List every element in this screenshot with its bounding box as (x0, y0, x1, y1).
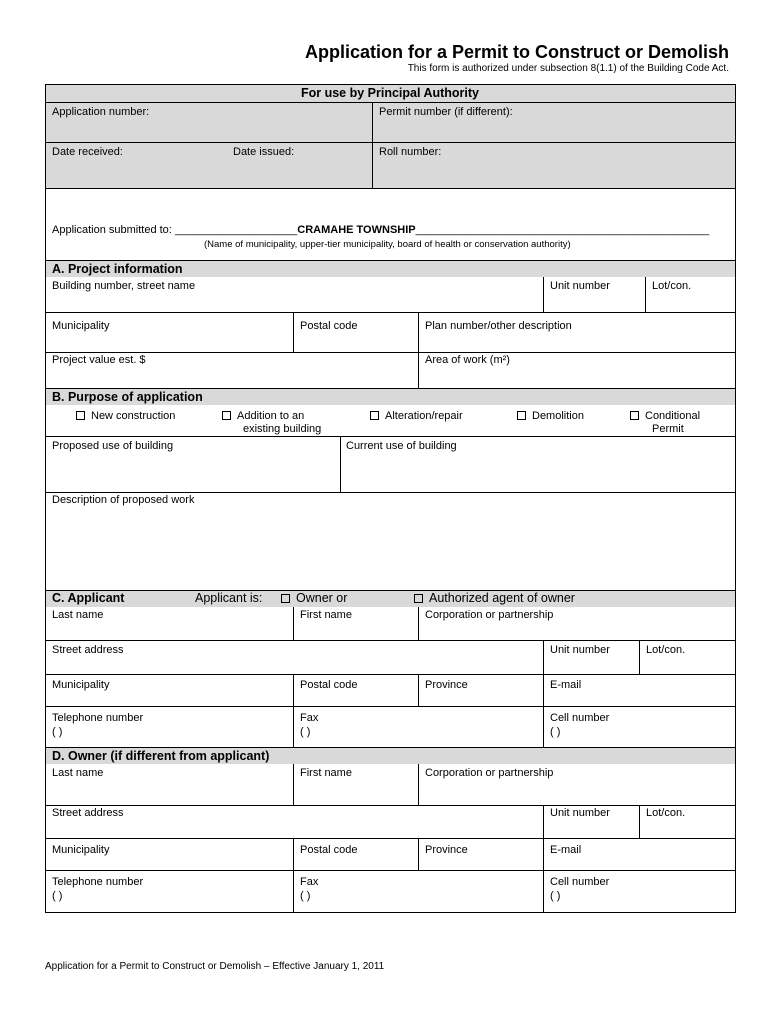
rule-authority-divider (372, 102, 373, 188)
applicant-telephone-label: Telephone number (52, 712, 144, 724)
rule-c-postal (293, 674, 294, 747)
new-construction-option[interactable] (76, 410, 175, 423)
applicant-telephone-paren: ( ) (52, 726, 63, 738)
applicant-street-label: Street address (52, 644, 124, 656)
current-use-label: Current use of building (346, 440, 457, 452)
owner-option-label: Owner or (296, 591, 348, 605)
municipality-name: CRAMAHE TOWNSHIP (297, 224, 416, 236)
rule-authority-mid (45, 142, 736, 143)
date-issued-label: Date issued: (233, 146, 295, 158)
owner-municipality-label: Municipality (52, 844, 110, 856)
owner-fax-label: Fax (300, 876, 319, 888)
roll-number-label: Roll number: (379, 146, 442, 158)
section-c-bar (45, 591, 735, 607)
addition-label-line-2: existing building (243, 423, 322, 435)
rule-d-province (418, 838, 419, 870)
rule-d-3 (45, 870, 736, 871)
project-value-label: Project value est. $ (52, 354, 146, 366)
applicant-owner-option[interactable] (281, 592, 347, 605)
applicant-corporation-label: Corporation or partnership (425, 609, 554, 621)
project-municipality-label: Municipality (52, 320, 110, 332)
rule-c-2 (45, 674, 736, 675)
submitted-to-line (52, 224, 709, 237)
owner-checkbox[interactable] (281, 594, 290, 603)
applicant-fax-paren: ( ) (300, 726, 311, 738)
rule-d-first (293, 764, 294, 805)
application-number-label: Application number: (52, 106, 150, 118)
owner-lot-label: Lot/con. (646, 807, 686, 819)
proposed-use-label: Proposed use of building (52, 440, 174, 452)
applicant-cell-label: Cell number (550, 712, 610, 724)
section-c-heading: C. Applicant (52, 591, 125, 605)
rule-a-3 (45, 388, 736, 389)
addition-checkbox[interactable] (222, 411, 231, 420)
rule-authority-heading (45, 102, 736, 103)
description-label: Description of proposed work (52, 494, 195, 506)
rule-a-1 (45, 312, 736, 313)
project-postal-label: Postal code (300, 320, 358, 332)
applicant-agent-option[interactable] (414, 592, 575, 605)
owner-street-label: Street address (52, 807, 124, 819)
rule-c-lot (639, 640, 640, 674)
rule-b-2 (45, 492, 736, 493)
owner-telephone-paren: ( ) (52, 890, 63, 902)
demolition-label: Demolition (532, 410, 584, 422)
alteration-option[interactable] (370, 410, 463, 423)
owner-first-name-label: First name (300, 767, 352, 779)
plan-number-label: Plan number/other description (425, 320, 572, 332)
owner-fax-paren: ( ) (300, 890, 311, 902)
rule-d-unit (543, 805, 544, 838)
date-received-label: Date received: (52, 146, 123, 158)
applicant-fax-label: Fax (300, 712, 319, 724)
applicant-email-label: E-mail (550, 679, 582, 691)
rule-c-first (293, 607, 294, 640)
rule-a-lot (645, 277, 646, 312)
rule-c-province (418, 674, 419, 706)
owner-province-label: Province (425, 844, 468, 856)
rule-d-lot (639, 805, 640, 838)
owner-last-name-label: Last name (52, 767, 104, 779)
area-of-work-label: Area of work (m²) (425, 354, 510, 366)
owner-unit-label: Unit number (550, 807, 610, 819)
rule-c-email (543, 674, 544, 747)
rule-b-3 (45, 590, 736, 591)
rule-a-postal (293, 312, 294, 352)
rule-d-2 (45, 838, 736, 839)
rule-c-1 (45, 640, 736, 641)
rule-a-unit (543, 277, 544, 312)
addition-label: Addition to an (237, 410, 305, 422)
form-subtitle: This form is authorized under subsection 8(1.1) of the Building Code Act. (407, 63, 729, 74)
permit-number-label: Permit number (if different): (379, 106, 513, 118)
rule-b-use (340, 436, 341, 492)
applicant-cell-paren: ( ) (550, 726, 561, 738)
alteration-checkbox[interactable] (370, 411, 379, 420)
applicant-postal-label: Postal code (300, 679, 358, 691)
addition-option[interactable] (222, 410, 304, 423)
rule-a-top (45, 260, 736, 261)
owner-email-label: E-mail (550, 844, 582, 856)
submitted-to-note: (Name of municipality, upper-tier municipality, board of health or conservation authority) (204, 239, 571, 250)
applicant-first-name-label: First name (300, 609, 352, 621)
section-b-heading: B. Purpose of application (52, 390, 203, 404)
owner-corporation-label: Corporation or partnership (425, 767, 554, 779)
applicant-is-label: Applicant is: (195, 591, 263, 605)
authority-heading: For use by Principal Authority (300, 86, 480, 100)
alteration-label: Alteration/repair (385, 410, 463, 422)
conditional-label: Conditional (645, 410, 701, 422)
rule-authority-bottom (45, 188, 736, 189)
rule-a-plan (418, 312, 419, 388)
applicant-province-label: Province (425, 679, 468, 691)
applicant-lot-label: Lot/con. (646, 644, 686, 656)
demolition-checkbox[interactable] (517, 411, 526, 420)
applicant-last-name-label: Last name (52, 609, 104, 621)
rule-c-unit (543, 640, 544, 674)
section-a-heading: A. Project information (52, 262, 183, 276)
rule-d-1 (45, 805, 736, 806)
applicant-unit-label: Unit number (550, 644, 610, 656)
owner-postal-label: Postal code (300, 844, 358, 856)
conditional-label-line-2: Permit (652, 423, 684, 435)
conditional-permit-option[interactable] (630, 410, 700, 423)
rule-b-1 (45, 436, 736, 437)
rule-d-postal (293, 838, 294, 912)
rule-a-2 (45, 352, 736, 353)
rule-d-corp (418, 764, 419, 805)
rule-d-email (543, 838, 544, 912)
footer-text: Application for a Permit to Construct or Demolish – Effective January 1, 2011 (45, 961, 385, 972)
submitted-to-label: Application submitted to: ____________________ (52, 224, 298, 236)
frame-top (45, 84, 736, 85)
section-d-heading: D. Owner (if different from applicant) (52, 749, 270, 763)
applicant-municipality-label: Municipality (52, 679, 110, 691)
owner-cell-paren: ( ) (550, 890, 561, 902)
new-construction-checkbox[interactable] (76, 411, 85, 420)
demolition-option[interactable] (517, 410, 584, 423)
rule-c-3 (45, 706, 736, 707)
conditional-permit-checkbox[interactable] (630, 411, 639, 420)
frame-right (735, 84, 736, 913)
frame-left (45, 84, 46, 913)
agent-checkbox[interactable] (414, 594, 423, 603)
project-unit-label: Unit number (550, 280, 610, 292)
project-lot-label: Lot/con. (652, 280, 692, 292)
rule-c-4 (45, 747, 736, 748)
owner-telephone-label: Telephone number (52, 876, 144, 888)
form-title: Application for a Permit to Construct or Demolish (304, 42, 729, 62)
owner-cell-label: Cell number (550, 876, 610, 888)
building-street-label: Building number, street name (52, 280, 196, 292)
rule-c-corp (418, 607, 419, 640)
agent-option-label: Authorized agent of owner (429, 591, 575, 605)
frame-bottom (45, 912, 736, 913)
new-construction-label: New construction (91, 410, 176, 422)
submitted-to-trailing: ________________________________________________ (415, 224, 710, 236)
